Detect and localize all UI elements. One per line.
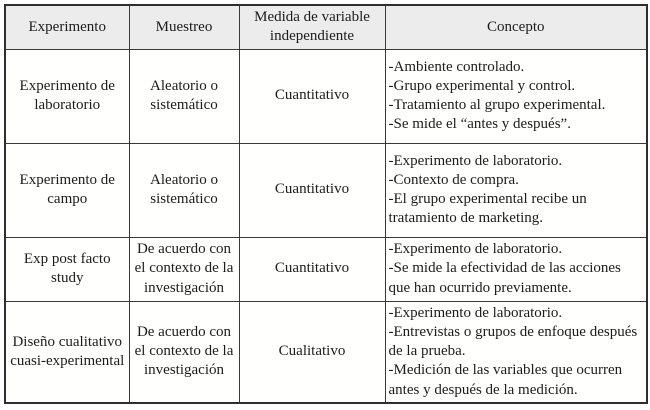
cell-medida: Cuantitativo bbox=[239, 237, 385, 301]
cell-concepto bbox=[385, 237, 647, 301]
concept-line: -Medición de las variables que ocurren antes y después de la medición. bbox=[388, 362, 623, 398]
concept-line: -Experimento de laboratorio. bbox=[388, 152, 563, 169]
cell-muestreo: De acuerdo con el contexto de la investigación bbox=[129, 301, 239, 403]
cell-muestreo: Aleatorio o sistemático bbox=[129, 49, 239, 143]
concept-line: -Tratamiento al grupo experimental. bbox=[388, 97, 606, 113]
cell-medida: Cualitativo bbox=[239, 301, 385, 403]
table-row bbox=[5, 49, 647, 143]
cell-experimento: Experimento de laboratorio bbox=[5, 49, 129, 143]
table-row bbox=[5, 237, 647, 301]
concept-line: -Experimento de laboratorio. bbox=[388, 304, 563, 321]
concept-line: -Se mide la efectividad de las acciones que han ocurrido previamente. bbox=[388, 260, 621, 296]
concept-line: -Entrevistas o grupos de enfoque después de la prueba. bbox=[388, 323, 638, 360]
cell-experimento: Diseño cualitativo cuasi-experimental bbox=[5, 301, 129, 403]
concept-line: -Contexto de compra. bbox=[388, 171, 519, 188]
table-row bbox=[5, 143, 647, 237]
header-concepto: Concepto bbox=[385, 5, 647, 49]
header-experimento: Experimento bbox=[5, 5, 129, 49]
header-muestreo: Muestreo bbox=[129, 5, 239, 49]
concept-line: -El grupo experimental recibe un tratamiento de marketing. bbox=[388, 191, 587, 227]
concept-line: -Grupo experimental y control. bbox=[388, 77, 576, 94]
header-medida: Medida de variable independiente bbox=[239, 5, 385, 49]
concept-line: -Se mide el “antes y después”. bbox=[388, 116, 571, 133]
cell-muestreo: De acuerdo con el contexto de la investigación bbox=[129, 237, 239, 301]
table-row bbox=[5, 301, 647, 403]
cell-experimento: Exp post facto study bbox=[5, 237, 129, 301]
table-header-row bbox=[5, 5, 647, 49]
cell-concepto bbox=[385, 49, 647, 143]
concept-line: -Ambiente controlado. bbox=[388, 58, 525, 75]
cell-muestreo: Aleatorio o sistemático bbox=[129, 143, 239, 237]
cell-experimento: Experimento de campo bbox=[5, 143, 129, 237]
cell-concepto bbox=[385, 143, 647, 237]
concept-line: -Experimento de laboratorio. bbox=[388, 241, 563, 258]
experiment-comparison-table bbox=[4, 4, 648, 404]
cell-medida: Cuantitativo bbox=[239, 49, 385, 143]
cell-concepto bbox=[385, 301, 647, 403]
cell-medida: Cuantitativo bbox=[239, 143, 385, 237]
